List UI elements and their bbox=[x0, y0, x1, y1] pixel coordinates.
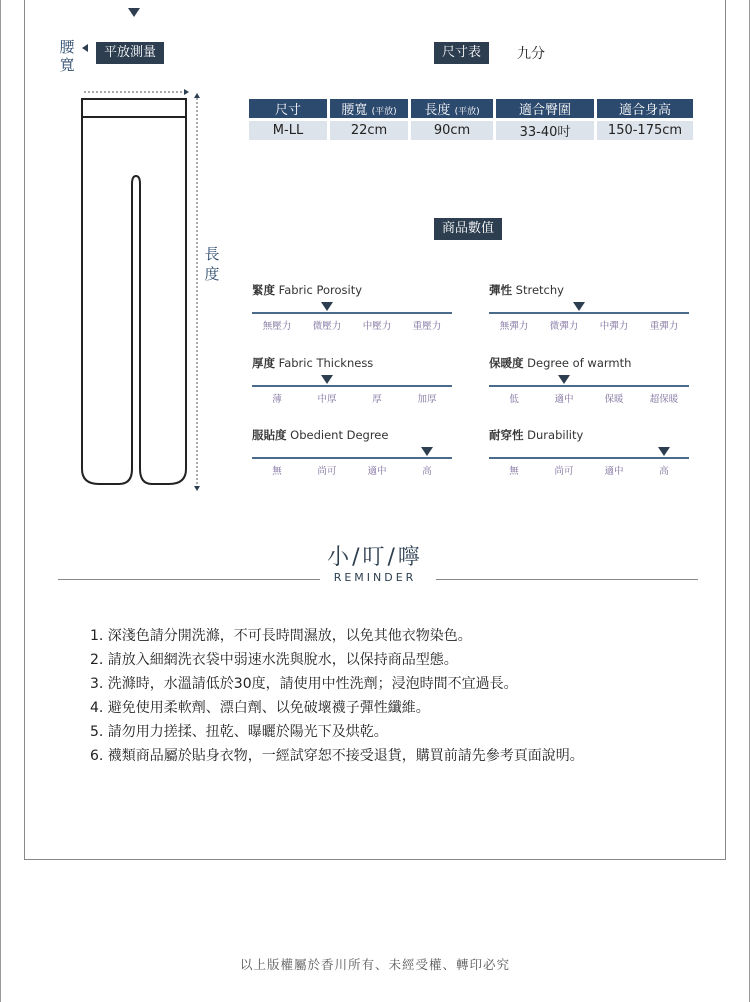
list-item: 5. 請勿用力搓揉、扭乾、曝曬於陽光下及烘乾。 bbox=[90, 724, 388, 740]
scale-labels bbox=[489, 318, 689, 332]
reminder-notes bbox=[90, 624, 584, 768]
leggings-illustration bbox=[74, 84, 224, 494]
scale-level-label: 中壓力 bbox=[362, 321, 392, 332]
scale-level-label: 無 bbox=[272, 466, 282, 477]
size-table bbox=[246, 96, 696, 143]
size-table-header: 腰寬 (平放) bbox=[330, 99, 408, 118]
attribute-title-en: Durability bbox=[527, 428, 584, 442]
attribute-scale bbox=[252, 427, 452, 477]
attribute-title-en: Degree of warmth bbox=[527, 356, 632, 370]
scale-line bbox=[252, 312, 452, 314]
attribute-title-en: Fabric Porosity bbox=[278, 283, 363, 297]
arrow-left-icon bbox=[82, 44, 88, 52]
scale-line bbox=[489, 312, 689, 314]
attribute-title bbox=[489, 282, 689, 298]
scale-level-label: 厚 bbox=[372, 394, 382, 405]
list-item: 6. 襪類商品屬於貼身衣物，一經試穿恕不接受退貨，購買前請先參考頁面說明。 bbox=[90, 748, 584, 764]
scale-line bbox=[252, 385, 452, 387]
scale-level-label: 低 bbox=[509, 394, 519, 405]
scale-labels bbox=[252, 318, 452, 332]
scale-level-label: 保暖 bbox=[604, 394, 624, 405]
scale-line bbox=[252, 457, 452, 459]
scale-level-label: 適中 bbox=[604, 466, 624, 477]
scale-level-label: 薄 bbox=[272, 394, 282, 405]
scale-level-label: 高 bbox=[659, 466, 669, 477]
scale-level-label: 微彈力 bbox=[549, 321, 579, 332]
level-indicator-icon bbox=[658, 447, 670, 456]
attribute-title bbox=[489, 355, 689, 371]
attribute-scale bbox=[489, 427, 689, 477]
list-item: 3. 洗滌時，水溫請低於30度，請使用中性洗劑；浸泡時間不宜過長。 bbox=[90, 676, 518, 692]
size-table-cell: 33-40吋 bbox=[496, 121, 594, 140]
scale-level-label: 尚可 bbox=[554, 466, 574, 477]
scale-level-label: 無彈力 bbox=[499, 321, 529, 332]
scale-line bbox=[489, 457, 689, 459]
size-table-cell: 150-175cm bbox=[597, 121, 693, 140]
flat-measure-tag: 平放測量 bbox=[96, 42, 164, 64]
copyright-footer: 以上版權屬於香川所有、未經受權、轉印必究 bbox=[239, 957, 510, 972]
size-chart-tag: 尺寸表 bbox=[434, 42, 489, 64]
level-indicator-icon bbox=[321, 375, 333, 384]
scale-level-label: 無壓力 bbox=[262, 321, 292, 332]
size-table-header: 尺寸 bbox=[249, 99, 327, 118]
attribute-title-zh: 耐穿性 bbox=[489, 428, 524, 442]
scale-level-label: 尚可 bbox=[317, 466, 337, 477]
attribute-title bbox=[252, 427, 452, 443]
size-table-header: 長度 (平放) bbox=[411, 99, 493, 118]
fit-label: 九分 bbox=[517, 46, 545, 62]
attribute-title bbox=[489, 427, 689, 443]
attribute-title-zh: 彈性 bbox=[489, 283, 512, 297]
size-table-header: 適合臀圍 bbox=[496, 99, 594, 118]
list-item: 2. 請放入細網洗衣袋中弱速水洗與脫水，以保持商品型態。 bbox=[90, 652, 458, 668]
reminder-subtitle: REMINDER bbox=[333, 571, 417, 584]
attribute-scale bbox=[252, 355, 452, 405]
level-indicator-icon bbox=[321, 302, 333, 311]
size-table-cell: 90cm bbox=[411, 121, 493, 140]
scale-labels bbox=[252, 463, 452, 477]
list-item: 1. 深淺色請分開洗滌，不可長時間濕放，以免其他衣物染色。 bbox=[90, 628, 472, 644]
attribute-title-zh: 保暖度 bbox=[489, 356, 524, 370]
scale-level-label: 重彈力 bbox=[649, 321, 679, 332]
level-indicator-icon bbox=[558, 375, 570, 384]
scale-level-label: 無 bbox=[509, 466, 519, 477]
scale-level-label: 中彈力 bbox=[599, 321, 629, 332]
scale-line bbox=[489, 385, 689, 387]
list-item: 4. 避免使用柔軟劑、漂白劑、以免破壞襪子彈性纖維。 bbox=[90, 700, 430, 716]
scale-labels bbox=[489, 463, 689, 477]
size-table-cell: 22cm bbox=[330, 121, 408, 140]
level-indicator-icon bbox=[573, 302, 585, 311]
attribute-title-en: Fabric Thickness bbox=[278, 356, 374, 370]
scale-level-label: 適中 bbox=[367, 466, 387, 477]
attribute-title-zh: 緊度 bbox=[252, 283, 275, 297]
attribute-title-zh: 厚度 bbox=[252, 356, 275, 370]
attributes-tag: 商品數值 bbox=[434, 218, 502, 240]
attribute-title-en: Stretchy bbox=[515, 283, 564, 297]
attribute-scale bbox=[252, 282, 452, 332]
top-arrow-icon bbox=[128, 8, 140, 17]
attribute-title-zh: 服貼度 bbox=[252, 428, 287, 442]
scale-level-label: 微壓力 bbox=[312, 321, 342, 332]
scale-labels bbox=[489, 391, 689, 405]
scale-labels bbox=[252, 391, 452, 405]
attribute-scale bbox=[489, 355, 689, 405]
scale-level-label: 超保暖 bbox=[649, 394, 679, 405]
scale-level-label: 中厚 bbox=[317, 394, 337, 405]
attribute-scale bbox=[489, 282, 689, 332]
scale-level-label: 重壓力 bbox=[412, 321, 442, 332]
waist-label: 腰寬 bbox=[59, 38, 75, 74]
size-table-row bbox=[249, 121, 693, 140]
attribute-title bbox=[252, 355, 452, 371]
reminder-title: 小/叮/嚀 bbox=[327, 545, 423, 570]
level-indicator-icon bbox=[421, 447, 433, 456]
scale-level-label: 加厚 bbox=[417, 394, 437, 405]
size-table-header-row bbox=[249, 99, 693, 118]
attribute-title-en: Obedient Degree bbox=[290, 428, 389, 442]
page-border-left bbox=[0, 0, 1, 1002]
scale-level-label: 適中 bbox=[554, 394, 574, 405]
scale-level-label: 高 bbox=[422, 466, 432, 477]
attribute-title bbox=[252, 282, 452, 298]
length-label: 長度 bbox=[204, 245, 220, 283]
size-table-header: 適合身高 bbox=[597, 99, 693, 118]
size-table-cell: M-LL bbox=[249, 121, 327, 140]
